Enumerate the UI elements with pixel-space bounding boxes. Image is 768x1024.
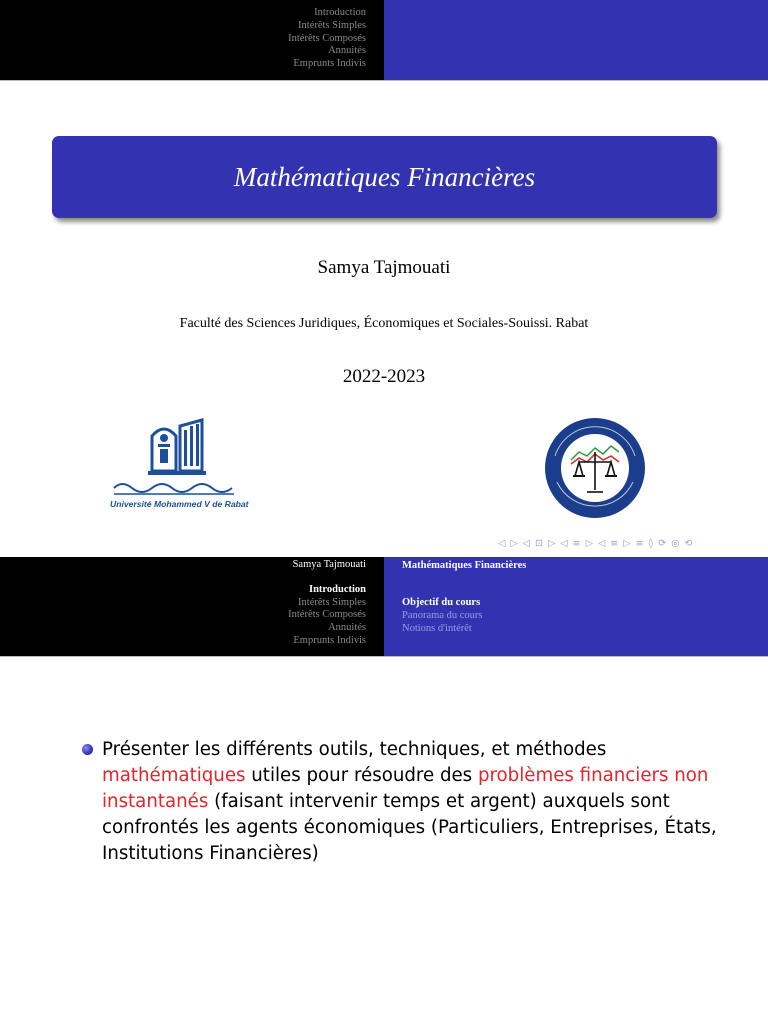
faculty-seal-icon [543,416,647,520]
header-author: Samya Tajmouati [292,559,366,570]
objective-bullet [82,737,742,867]
section-navigation [0,0,384,80]
header-divider [0,80,768,81]
nav-section-introduction[interactable]: Introduction [309,583,366,595]
header-blue-panel [384,0,768,80]
highlight-mathematiques: mathématiques [102,765,246,786]
nav-section-interets-composes[interactable]: Intérêts Composés [288,609,366,621]
nav-subsection-panorama[interactable]: Panorama du cours [402,609,483,621]
academic-year: 2022-2023 [342,366,426,387]
subsection-navigation [384,557,768,656]
slide-header [0,0,768,80]
nav-section-interets-composes[interactable]: Intérêts Composés [288,32,366,44]
nav-subsection-notions[interactable]: Notions d'intérêt [402,622,472,634]
bullet-ball-icon [82,744,93,755]
institution-name: Faculté des Sciences Juridiques, Économiques et Sociales-Souissi. Rabat [179,316,589,331]
header-spacer [402,572,768,597]
nav-section-interets-simples[interactable]: Intérêts Simples [298,596,366,608]
nav-section-annuites[interactable]: Annuités [328,622,366,634]
section-navigation [0,557,384,656]
highlight-problemes-financiers: problèmes financiers non instantanés [102,765,709,812]
author-name: Samya Tajmouati [317,257,451,278]
nav-subsection-objectif[interactable]: Objectif du cours [402,597,481,608]
content-slide [0,557,768,1024]
slide-header [0,557,768,656]
header-spacer [0,572,366,584]
university-logo-caption: Université Mohammed V de Rabat [110,499,249,509]
bullet-text-part: utiles pour résoudre des [245,765,478,786]
presentation-title: Mathématiques Financières [233,161,536,192]
bullet-text-part: (faisant intervenir temps et argent) auxquels sont confrontés les agents économiques (Particuliers, Entreprises, États, Institutions Financières) [102,791,717,864]
nav-section-emprunts-indivis[interactable]: Emprunts Indivis [293,58,366,70]
nav-section-introduction[interactable]: Introduction [314,7,366,18]
header-divider [0,656,768,657]
nav-section-interets-simples[interactable]: Intérêts Simples [298,19,366,31]
title-block [52,136,717,218]
header-presentation-title: Mathématiques Financières [402,560,527,571]
nav-section-emprunts-indivis[interactable]: Emprunts Indivis [293,634,366,646]
nav-section-annuites[interactable]: Annuités [328,45,366,57]
bullet-text [102,737,742,867]
beamer-navigation-symbols[interactable]: ◁ ▷ ◁ ⊡ ▷ ◁ ≡ ▷ ◁ ≡ ▷ ≡ ◊ ⟳ ◎ ⟲ [498,538,694,549]
bullet-text-part: Présenter les différents outils, techniques, et méthodes [102,739,607,760]
